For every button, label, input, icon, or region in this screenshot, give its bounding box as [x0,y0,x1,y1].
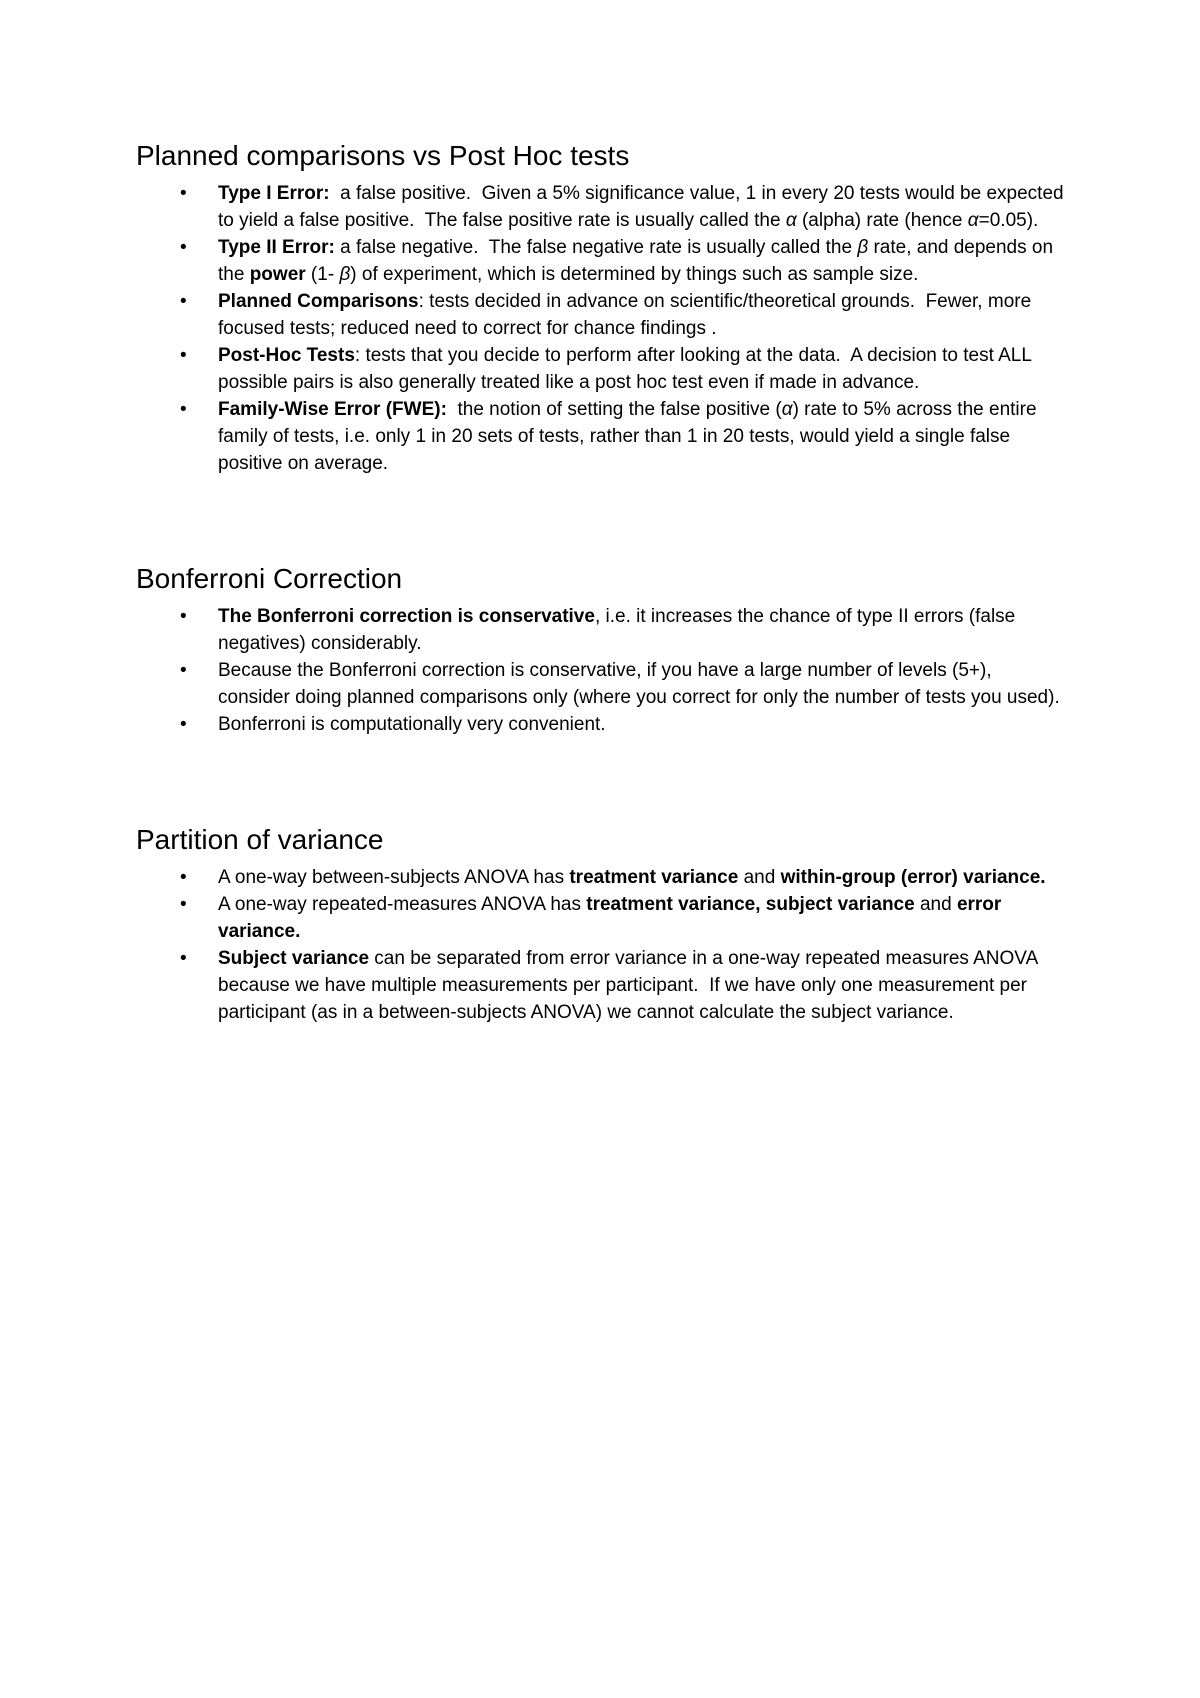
text-run: : tests that you decide to perform after looking at the data. A decision to test ALL possible pairs is also generally treated like a post hoc test even if made in advance. [218,345,1037,393]
text-run: A one-way between-subjects ANOVA has [218,867,570,888]
text-run: Type I Error: [218,183,330,204]
text-run: Planned Comparisons [218,291,419,312]
text-run: (alpha) rate (hence [796,210,968,231]
text-run: Post-Hoc Tests [218,345,355,366]
bullet-item [136,234,1064,288]
section-planned-vs-posthoc [136,138,1069,477]
text-run: A one-way repeated-measures ANOVA has [218,894,587,915]
text-run: Subject variance [218,948,370,969]
section-bonferroni-correction [136,561,1064,738]
bullet-item [136,342,1064,396]
bullet-list [136,180,1069,477]
text-run: and [738,867,781,888]
text-run: power [249,264,306,285]
bullet-item [136,864,1064,891]
text-run: and [914,894,957,915]
bullet-item [136,891,1064,945]
text-run: the notion of setting the false positive ( [446,399,782,420]
text-run: treatment variance [569,867,739,888]
text-run: (1- [305,264,340,285]
text-run: β [857,237,869,258]
bullet-item [136,603,1064,657]
text-run: can be separated from error variance in a one-way repeated measures ANOVA because we have multiple measurements per participant. If we have only one measurement per participant (as in a between-subjects ANOVA) we cannot calculate the subject variance. [218,948,1043,1023]
text-run: error variance. [218,894,1007,942]
text-run: α [967,210,979,231]
bullet-item [136,945,1064,1026]
bullet-item [136,180,1069,234]
text-run: treatment variance, subject variance [586,894,915,915]
section-partition-of-variance [136,822,1064,1026]
text-run: , i.e. it increases the chance of type II errors (false negatives) considerably. [218,606,1021,654]
text-run: The Bonferroni correction is conservative [218,606,595,627]
text-run: =0.05). [978,210,1039,231]
text-run: within-group (error) variance. [780,867,1046,888]
bullet-item [136,396,1064,477]
bullet-item [136,288,1064,342]
text-run: β [339,264,351,285]
section-heading: Bonferroni Correction [136,563,403,594]
text-run: a false negative. The false negative rate is usually called the [334,237,858,258]
bullet-list [136,603,1064,738]
text-run: ) rate to 5% across the entire family of tests, i.e. only 1 in 20 sets of tests, rather than 1 in 20 tests, would yield a single false positive on average. [218,399,1042,474]
text-run: Type II Error: [218,237,335,258]
text-run: ) of experiment, which is determined by things such as sample size. [350,264,919,285]
section-heading: Partition of variance [136,824,384,855]
text-run: Because the Bonferroni correction is conservative, if you have a large number of levels (5+), consider doing planned comparisons only (where you correct for only the number of tests you used). [218,660,1060,708]
bullet-list [136,864,1064,1026]
bullet-item [136,711,1064,738]
text-run: a false positive. Given a 5% significance value, 1 in every 20 tests would be expected to yield a false positive. The false positive rate is usually called the [218,183,1069,231]
text-run: rate, and depends on the [218,237,1059,285]
text-run: : tests decided in advance on scientific/theoretical grounds. Fewer, more focused tests; reduced need to correct for chance findings . [218,291,1037,339]
section-heading: Planned comparisons vs Post Hoc tests [136,140,630,171]
bullet-item [136,657,1064,711]
text-run: α [781,399,793,420]
text-run: Bonferroni is computationally very convenient. [218,714,606,735]
text-run: Family-Wise Error (FWE): [218,399,447,420]
text-run: α [785,210,797,231]
